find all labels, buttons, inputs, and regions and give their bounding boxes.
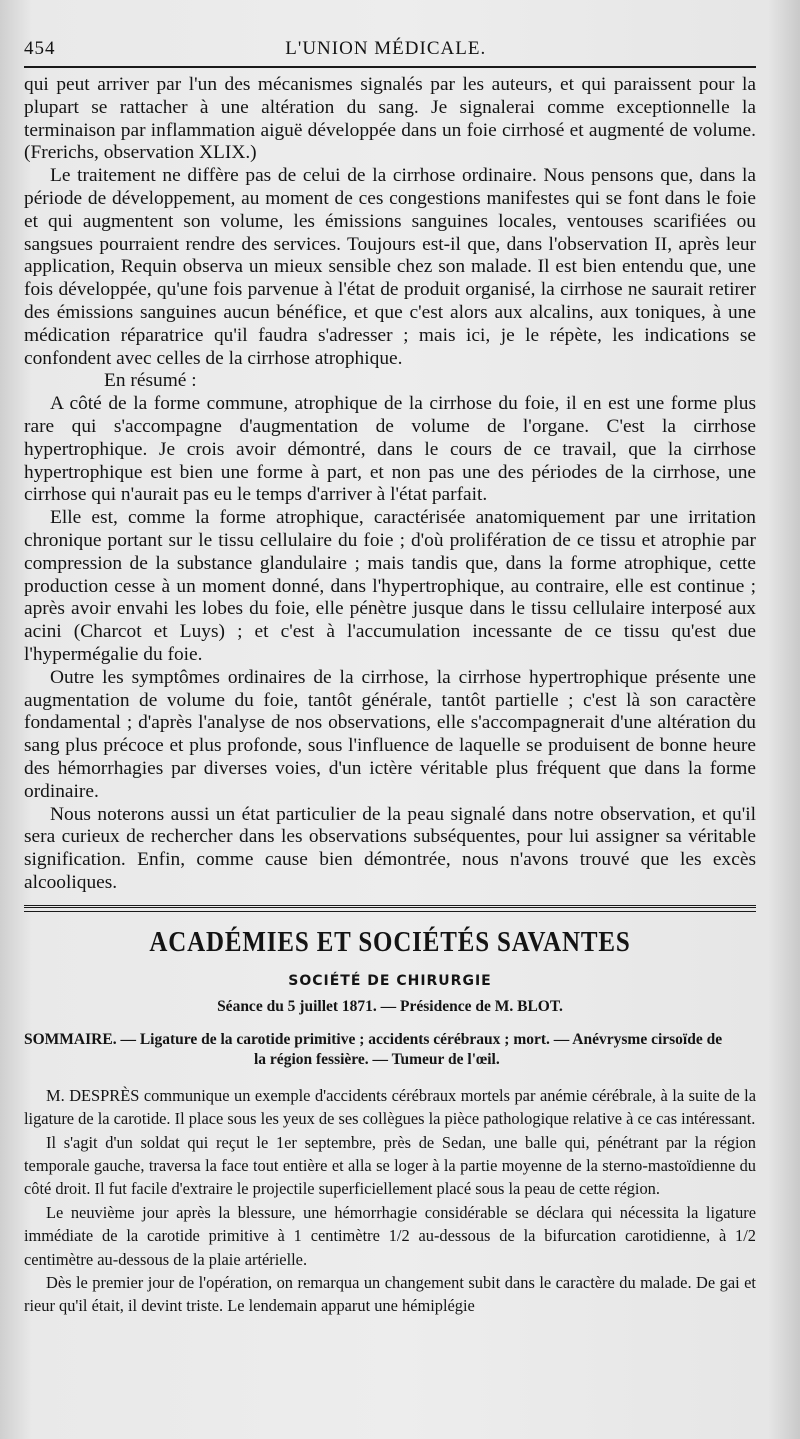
session-report	[24, 1084, 756, 1318]
paragraph-4: A côté de la forme commune, atrophique de la cirrhose du foie, il en est une forme plus rare qui s'accompagne d'augmentation de volume de l'organe. C'est la cirrhose hypertrophique. Je crois avoir démontré, dans le cours de ce travail, que la cirrhose hypertrophique est bien une forme à part, et non pas une des périodes de la cirrhose, une cirrhose qui n'aurait pas eu le temps d'arriver à l'état parfait.	[24, 393, 756, 506]
paragraph-resume: En résumé :	[104, 370, 197, 392]
paragraph-6: Outre les symptômes ordinaires de la cirrhose, la cirrhose hypertrophique présente une augmentation de volume du foie, tantôt générale, tantôt partielle ; c'est là son caractère fondamental ; d'après l'analyse de nos observations, elle s'accompagnerait d'une altération du sang plus précoce et plus profonde, sous l'influence de laquelle se produisent de bonne heure des hémorrhagies par diverses voies, d'un ictère véritable plus fréquent que dans la forme ordinaire.	[24, 666, 756, 802]
sommaire-label: SOMMAIRE.	[24, 1030, 117, 1048]
journal-title: L'UNION MÉDICALE.	[285, 38, 487, 59]
sommaire	[24, 1030, 756, 1070]
society-heading: SOCIÉTÉ DE CHIRURGIE	[288, 972, 492, 989]
running-head	[24, 38, 756, 68]
article-body	[24, 74, 756, 895]
section-divider	[24, 905, 756, 912]
report-paragraph-4: Dès le premier jour de l'opération, on remarqua un changement subit dans le caractère du malade. De gai et rieur qu'il était, il devint triste. Le lendemain apparut une hémiplégie	[24, 1272, 756, 1316]
paragraph-2: Le traitement ne diffère pas de celui de la cirrhose ordinaire. Nous pensons que, dans la période de développement, au moment de ces congestions manifestes qui se font dans le foie et qui augmentent son volume, les émissions sanguines locales, ventouses scarifiées ou sangsues pourraient rendre des services. Toujours est-il que, dans l'observation II, après leur application, Requin observa un mieux sensible chez son malade. Il est bien entendu que, une fois développée, qu'une fois parvenue à l'état de produit organisé, la cirrhose ne saurait retirer des émissions sanguines aucun bénéfice, et que c'est alors aux alcalins, aux toniques, à une médication réparatrice qu'il faudra s'adresser ; mais ici, je le répète, les indications se confondent avec celles de la cirrhose atrophique.	[24, 165, 756, 369]
sommaire-line-2: la région fessière. — Tumeur de l'œil.	[254, 1050, 500, 1068]
page-number: 454	[24, 38, 56, 59]
sommaire-line-1: — Ligature de la carotide primitive ; accidents cérébraux ; mort. — Anévrysme cirsoïde de	[116, 1030, 723, 1048]
report-paragraph-3: Le neuvième jour après la blessure, une hémorrhagie considérable se déclara qui nécessita la ligature immédiate de la carotide primitive à 1 centimètre 1/2 au-dessous de la bifurcation carotidienne, à 1/2 centimètre au-dessous de la plaie artérielle.	[24, 1202, 756, 1269]
section-title: ACADÉMIES ET SOCIÉTÉS SAVANTES	[149, 925, 631, 958]
paragraph-7: Nous noterons aussi un état particulier de la peau signalé dans notre observation, et qu'il sera curieux de rechercher dans les observations subséquentes, pour lui assigner sa véritable signification. Enfin, comme cause bien démontrée, nous n'avons trouvé que les excès alcooliques.	[24, 803, 756, 893]
report-paragraph-1: M. DESPRÈS communique un exemple d'accidents cérébraux mortels par anémie cérébrale, à la suite de la ligature de la carotide. Il place sous les yeux de ses collègues la pièce pathologique relative à ce cas intéressant.	[24, 1085, 756, 1129]
paragraph-5: Elle est, comme la forme atrophique, caractérisée anatomiquement par une irritation chronique portant sur le tissu cellulaire du foie ; d'où prolifération de ce tissu et atrophie par compression de la substance glandulaire ; mais tandis que, dans la forme atrophique, cette production cesse à un moment donné, dans l'hypertrophique, au contraire, elle est continue ; après avoir envahi les lobes du foie, elle pénètre jusque dans le tissu cellulaire interposé aux acini (Charcot et Luys) ; et c'est à l'accumulation incessante de ce tissu qu'est due l'hypermégalie du foie.	[24, 507, 756, 665]
paragraph-1: qui peut arriver par l'un des mécanismes signalés par les auteurs, et qui paraissent pour la plupart se rattacher à une altération du sang. Je signalerai comme exceptionnelle la terminaison par inflammation aiguë développée dans un foie cirrhosé et augmenté de volume. (Frerichs, observation XLIX.)	[24, 74, 756, 164]
report-paragraph-2: Il s'agit d'un soldat qui reçut le 1er septembre, près de Sedan, une balle qui, pénétrant par la région temporale gauche, traversa la face tout entière et alla se loger à la partie moyenne de la sterno-mastoïdienne du côté droit. Il fut facile d'extraire le projectile superficiellement placé sous la peau de cette région.	[24, 1132, 756, 1199]
session-line: Séance du 5 juillet 1871. — Présidence de M. BLOT.	[217, 997, 563, 1015]
